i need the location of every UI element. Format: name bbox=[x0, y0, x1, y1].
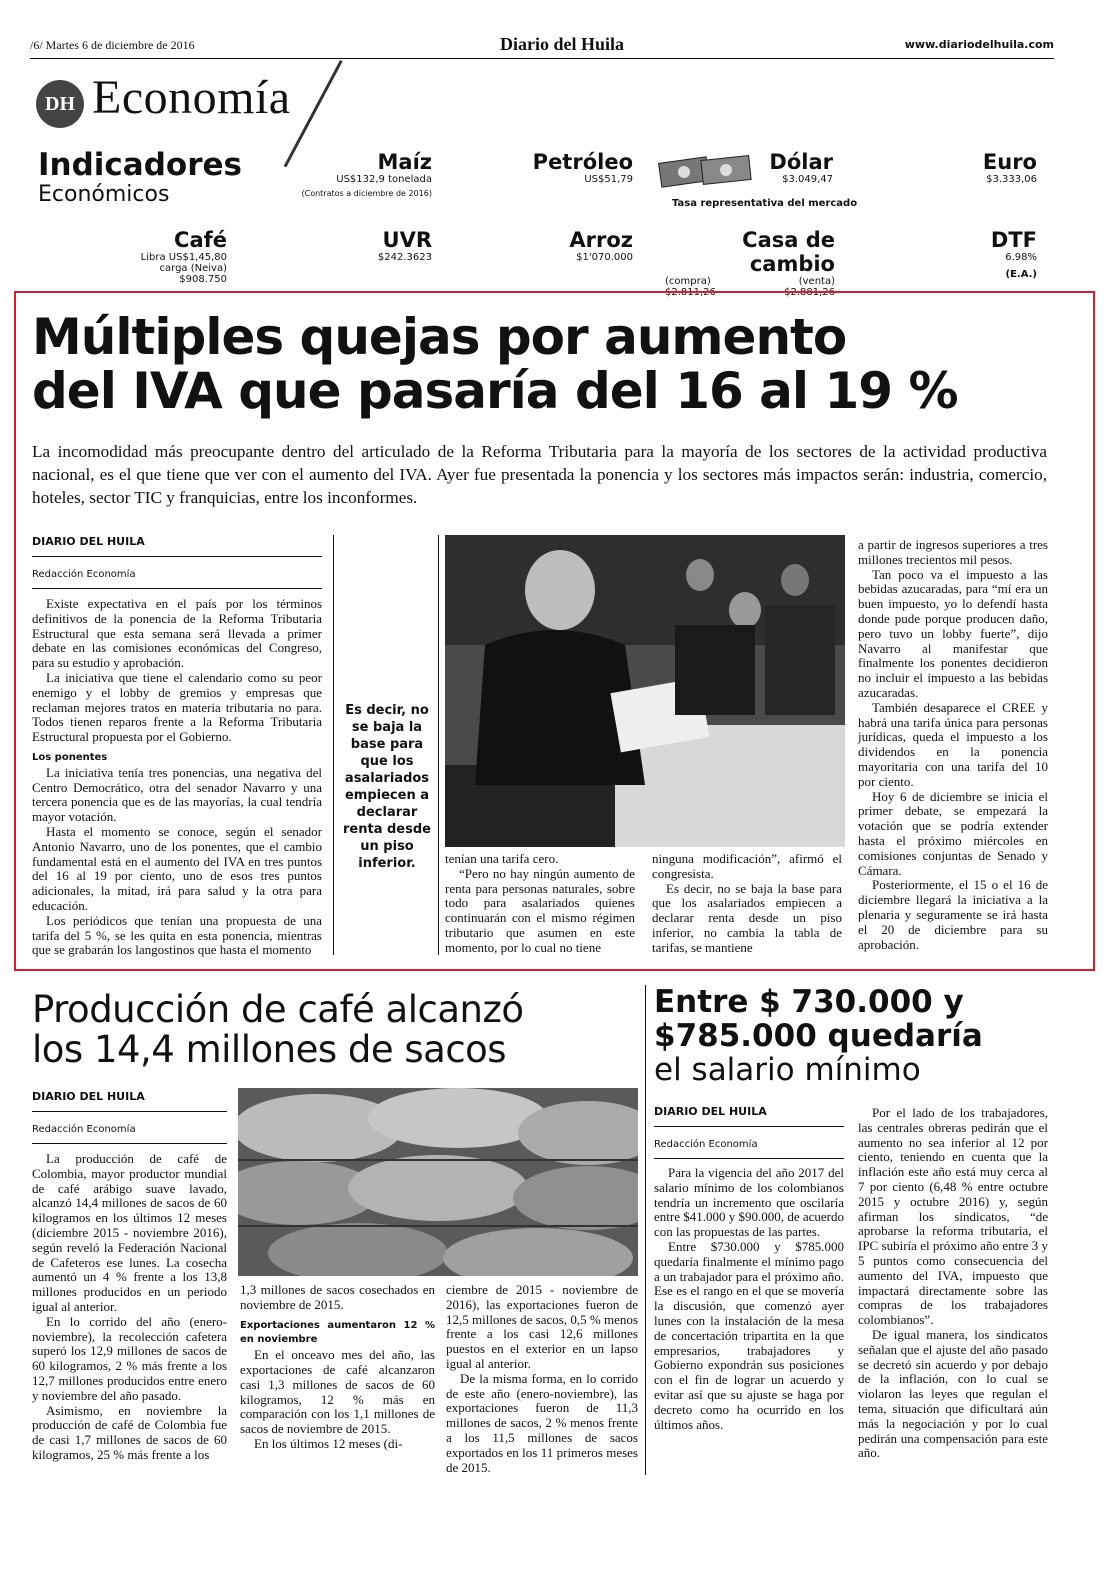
indicator-uvr bbox=[330, 228, 432, 263]
byline-rule bbox=[654, 1126, 844, 1127]
indicator-name: Dólar bbox=[769, 150, 833, 174]
indicator-value: $242.3623 bbox=[377, 252, 432, 263]
headline-line: $785.000 quedaría bbox=[654, 1018, 983, 1054]
indicators-title bbox=[38, 147, 242, 210]
paragraph: Los periódicos que tenían una propuesta de una tarifa del 5 %, se les quita en esta ponencia, mientras que se grabarán los langostinos que hasta el momento bbox=[32, 912, 322, 958]
page-date: /6/ Martes 6 de diciembre de 2016 bbox=[30, 38, 195, 52]
indicator-name: Euro bbox=[982, 150, 1037, 174]
casa-cambio-labels bbox=[665, 276, 835, 287]
byline: DIARIO DEL HUILA bbox=[32, 1090, 145, 1103]
headline-line: Múltiples quejas por aumento bbox=[32, 308, 847, 366]
paragraph: tenían una tarifa cero. bbox=[445, 851, 559, 866]
article1-col2 bbox=[445, 852, 635, 956]
headline-line: Producción de café alcanzó bbox=[32, 988, 524, 1031]
paragraph: “Pero no hay ningún aumento de renta para personas naturales, sobre todo para asalariados quienes continuarán con el mismo régimen tributario que asumen en este momento, por lo cual no tiene bbox=[445, 865, 635, 955]
paragraph: 1,3 millones de sacos cosechados en noviembre de 2015. bbox=[240, 1282, 435, 1312]
byline-sub: Redacción Economía bbox=[32, 569, 136, 580]
indicator-value: $1'070.000 bbox=[576, 252, 633, 263]
indicator-maiz bbox=[300, 150, 432, 198]
article1-headline bbox=[32, 310, 958, 418]
paragraph: Tan poco va el impuesto a las bebidas azucaradas, para “mí era un buen impuesto, yo lo defendí hasta donde pude porque producen daño, pero tuvo un lobby fuerte”, dijo Navarro al manifestar que finalmente los ponentes decidieron no incluir el impuesto a las bebidas azucaradas. bbox=[858, 566, 1048, 700]
paragraph: Posteriormente, el 15 o el 16 de diciembre llegará la iniciativa a la plenaria y seguramente se irá hasta el 20 de diciembre para su aprobación. bbox=[858, 877, 1048, 952]
paragraph: En el onceavo mes del año, las exportaciones de café alcanzaron casi 1,3 millones de sacos de 60 kilogramos, 12 % más en comparación con los 1,1 millones de sacos de noviembre de 2015. bbox=[240, 1347, 435, 1437]
photo-coffee-sacks-image bbox=[238, 1088, 638, 1276]
paragraph: La iniciativa tenía tres ponencias, una negativa del Centro Democrático, otra del senador Navarro y una tercera ponencia que es de las mayorías, la cual tendría mayor votación. bbox=[32, 764, 322, 825]
article2-col3 bbox=[446, 1283, 638, 1475]
section-title: Economía bbox=[92, 71, 291, 124]
venta-label: (venta) bbox=[798, 276, 835, 287]
paragraph: Hoy 6 de diciembre se inicia el primer debate, se empezará la votación que se podría extender hasta el próximo miércoles en comisiones conjuntas de Senado y Cámara. bbox=[858, 788, 1048, 878]
article2-byline bbox=[32, 1090, 227, 1144]
indicator-value: US$51,79 bbox=[584, 174, 633, 185]
paragraph: De la misma forma, en lo corrido de este año (enero-noviembre), las exportaciones fueron de 11,3 millones de sacos, 2 % menos frente a los 11,5 millones de sacos exportados en los 11 primeros meses de 2015. bbox=[446, 1370, 638, 1475]
indicator-casa-cambio bbox=[665, 228, 835, 298]
paragraph: a partir de ingresos superiores a tres millones trecientos mil pesos. bbox=[858, 537, 1048, 567]
column-divider bbox=[333, 535, 334, 955]
headline-line: el salario mínimo bbox=[654, 1052, 921, 1088]
byline-sub: Redacción Economía bbox=[654, 1139, 758, 1150]
article3-headline bbox=[654, 985, 1054, 1087]
paragraph: Existe expectativa en el país por los términos definitivos de la ponencia de la Reforma Tributaria Estructural que esta semana será llevada a primer debate en las comisiones económicas del Congreso, para su estudio y aprobación. bbox=[32, 596, 322, 671]
dolar-note: Tasa representativa del mercado bbox=[672, 198, 858, 209]
paragraph: La producción de café de Colombia, mayor productor mundial de café arábigo suave lavado, alcanzó 14,4 millones de sacos de 60 kilogramos en los últimos 12 meses (diciembre 2015 - noviembre 2016), según reveló la Federación Nacional de Cafeteros ese lunes. La cosecha aumentó un 4 % frente a los 13,8 millones producidos en un periodo igual al anterior. bbox=[32, 1151, 227, 1314]
indicator-dtf bbox=[960, 228, 1037, 280]
headline-line: Entre $ 730.000 y bbox=[654, 984, 964, 1020]
article1-lede: La incomodidad más preocupante dentro del articulado de la Reforma Tributaria para la mayoría de los sectores de la actividad productiva nacional, es el que tiene que ver con el aumento del IVA. Ayer fue presentada la ponencia y los sectores más impactos serán: industria, comercio, hoteles, sector TIC y franquicias, entre los inconformes. bbox=[32, 442, 1047, 507]
paragraph: ciembre de 2015 - noviembre de 2016), las exportaciones fueron de 12,5 millones de sacos, 0,5 % menos frente a los casi 12,6 millones puestos en el exterior en un lapso igual al anterior. bbox=[446, 1282, 638, 1371]
byline-sub: Redacción Economía bbox=[32, 1124, 136, 1135]
article1-col4 bbox=[858, 538, 1048, 952]
indicator-cafe bbox=[120, 228, 227, 285]
byline-rule bbox=[32, 588, 322, 589]
indicator-name: DTF bbox=[990, 228, 1037, 252]
paragraph: Por el lado de los trabajadores, las centrales obreras pedirán que el aumento no sea inferior al 12 por ciento, teniendo en cuenta que la inflación este año está muy cerca al 7 por ciento (6,48 % entre octubre 2015 y octubre 2016) y, según afirman los sindicatos, “de aprobarse la reforma tributaria, el IPC subiría el próximo año entre 3 y 5 puntos como consecuencia del aumento del IVA, impuesto que impactará directamente sobre las compras de los trabajadores colombianos”. bbox=[858, 1105, 1048, 1328]
byline: DIARIO DEL HUILA bbox=[654, 1105, 767, 1118]
subhead: Exportaciones aumentaron 12 % en noviembre bbox=[240, 1319, 435, 1346]
indicator-value: 6.98% bbox=[1005, 252, 1037, 263]
venta-value: $2.881,26 bbox=[784, 287, 835, 298]
byline-rule bbox=[32, 1111, 227, 1112]
coffee-sacks-photo bbox=[238, 1088, 638, 1276]
article1-col3 bbox=[652, 852, 842, 956]
compra-value: $2.811,26 bbox=[665, 287, 716, 298]
header-rule bbox=[30, 58, 1054, 59]
article3-col1 bbox=[654, 1166, 844, 1432]
indicator-name: Maíz bbox=[377, 150, 432, 174]
headline-line: del IVA que pasaría del 16 al 19 % bbox=[32, 362, 958, 420]
byline-rule bbox=[32, 556, 322, 557]
paragraph: También desaparece el CREE y habrá una tarifa única para personas jurídicas, queda el impuesto a los dividendos en la ponencia mayoritaria con una tarifa del 10 por ciento. bbox=[858, 699, 1048, 789]
subhead: Los ponentes bbox=[32, 751, 108, 763]
indicator-value: carga (Neiva) $908.750 bbox=[159, 263, 227, 285]
headline-line: los 14,4 millones de sacos bbox=[32, 1028, 507, 1071]
page-header bbox=[30, 34, 1054, 56]
congress-photo bbox=[445, 535, 845, 847]
pull-quote: Es decir, no se baja la base para que los asalariados empiecen a declarar renta desde un piso inferior. bbox=[343, 703, 431, 871]
column-divider bbox=[645, 985, 646, 1475]
paragraph: Asimismo, en noviembre la producción de café de Colombia fue de casi 1,7 millones de sacos de 60 kilogramos, 25 % más frente a los bbox=[32, 1402, 227, 1462]
indicator-value: $3.333,06 bbox=[986, 174, 1037, 185]
dh-logo: DH bbox=[36, 80, 84, 128]
indicator-name: Casa de cambio bbox=[742, 228, 835, 276]
indicator-name: Café bbox=[174, 228, 227, 252]
indicators-title-sub: Económicos bbox=[38, 182, 170, 207]
newspaper-name: Diario del Huila bbox=[500, 34, 625, 54]
column-divider bbox=[438, 535, 439, 955]
indicator-value: $3.049,47 bbox=[782, 174, 833, 185]
indicator-name: Petróleo bbox=[532, 150, 633, 174]
indicator-petroleo bbox=[500, 150, 633, 185]
indicators-title-main: Indicadores bbox=[38, 147, 242, 183]
paragraph: La iniciativa que tiene el calendario como su peor enemigo y el lobby de gremios y empresas que reclaman mejores tratos en materia tributaria no para. Todos tienen reparos frente a la Reforma Tributaria Estructural propuesta por el Gobierno. bbox=[32, 669, 322, 745]
indicator-name: Arroz bbox=[569, 228, 633, 252]
paragraph: Para la vigencia del año 2017 del salario mínimo de los colombianos tendría un incremento que oscilaría entre $41.000 y $90.000, de acuerdo con las propuestas de las partes. bbox=[654, 1165, 844, 1240]
article3-col2 bbox=[858, 1106, 1048, 1461]
indicator-note: (E.A.) bbox=[1005, 269, 1037, 280]
paragraph: Entre $730.000 y $785.000 quedaría finalmente el mínimo pago a un trabajador para el próximo año. Ese es el rango en el que se movería la discusión, que comenzó ayer lunes con la instalación de la mesa de concertación tripartita en la que empresarios, trabajadores y Gobierno expondrán sus posiciones con el fin de lograr un acuerdo y evitar así que su ajuste se haga por decreto como ha ocurrido en los últimos años. bbox=[654, 1238, 844, 1432]
paragraph: Es decir, no se baja la base para que los asalariados empiecen a declarar renta desde un piso inferior, no cambia la tabla de tarifas, se mantiene bbox=[652, 880, 842, 955]
paragraph: Hasta el momento se conoce, según el senador Antonio Navarro, uno de los ponentes, que el cambio fundamental está en el aumento del IVA en tres puntos del 16 al 19 por ciento, uno de esos tres puntos adicionales, la mitad, irá para salud y la otra para educación. bbox=[32, 823, 322, 913]
paragraph: En lo corrido del año (enero-noviembre), la recolección cafetera superó los 12,9 millones de sacos de 60 kilogramos, 2 % más frente a los 12,7 millones producidos entre enero y noviembre del año pasado. bbox=[32, 1313, 227, 1403]
paragraph: De igual manera, los sindicatos señalan que el ajuste del año pasado se decretó sin acuerdo y por debajo de la inflación, con lo cual se violaron las leyes que regulan el tema, situación que dificultará aún más la negociación y por lo cual pedirán una compensación para este año. bbox=[858, 1326, 1048, 1461]
indicator-arroz bbox=[530, 228, 633, 263]
website-url: www.diariodelhuila.com bbox=[904, 38, 1054, 51]
byline-rule bbox=[654, 1158, 844, 1159]
indicator-name: UVR bbox=[382, 228, 432, 252]
indicator-value: Libra US$1,45,80 bbox=[140, 252, 227, 263]
photo-scene-image bbox=[445, 535, 845, 847]
indicator-value: US$132,9 tonelada bbox=[336, 174, 432, 185]
paragraph: En los últimos 12 meses (di- bbox=[254, 1435, 403, 1451]
byline-rule bbox=[32, 1143, 227, 1144]
paragraph: ninguna modificación”, afirmó el congresista. bbox=[652, 851, 842, 881]
article1-byline bbox=[32, 535, 322, 589]
article2-col2 bbox=[240, 1283, 435, 1452]
article2-col1 bbox=[32, 1152, 227, 1463]
compra-label: (compra) bbox=[665, 276, 711, 287]
article3-byline bbox=[654, 1105, 844, 1159]
indicator-dolar bbox=[700, 150, 833, 185]
indicator-euro bbox=[940, 150, 1037, 185]
article1-col1 bbox=[32, 597, 322, 958]
article2-headline bbox=[32, 990, 637, 1070]
byline: DIARIO DEL HUILA bbox=[32, 535, 145, 548]
indicator-note: (Contratos a diciembre de 2016) bbox=[301, 189, 432, 198]
